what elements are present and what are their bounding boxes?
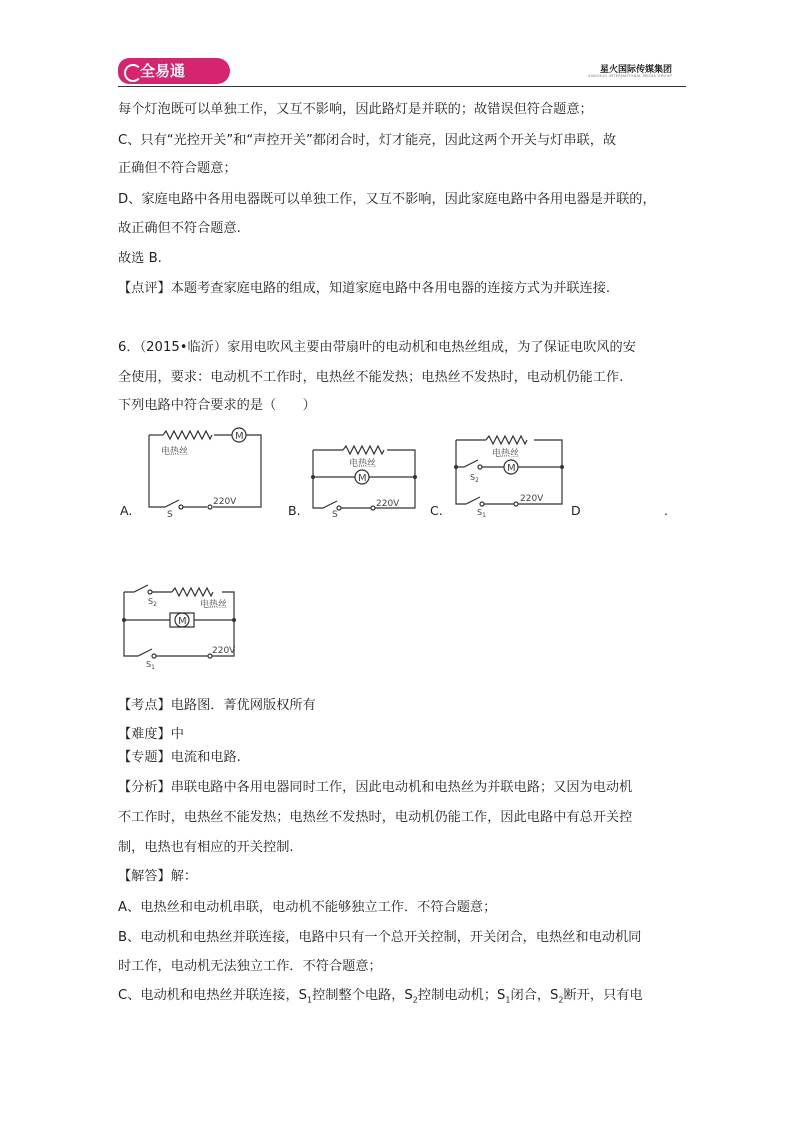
text-line: D、家庭电路中各用电器既可以单独工作，又互不影响，因此家庭电路中各用电器是并联的， [118,192,656,207]
heater-label: 电热丝 [200,600,228,610]
analysis-line: 【分析】串联电路中各用电器同时工作，因此电动机和电热丝为并联电路；又因为电动机 [118,780,633,795]
option-c: C. [430,503,443,518]
review-line: 【点评】本题考查家庭电路的组成，知道家庭电路中各用电器的连接方式为并联连接. [118,281,611,296]
analysis-line: 不工作时，电热丝不能发热；电热丝不发热时，电动机仍能工作，因此电路中有总开关控 [118,810,633,825]
analysis-line: B、电动机和电热丝并联连接，电路中只有一个总开关控制，开关闭合，电热丝和电动机同 [118,930,642,945]
question-line: 下列电路中符合要求的是（ ） [118,398,316,413]
analysis-line: A、电热丝和电动机串联，电动机不能够独立工作．不符合题意； [118,900,497,915]
option-d: D [571,503,581,518]
question-line: 全使用，要求：电动机不工作时，电热丝不能发热；电热丝不发热时，电动机仍能工作. [118,370,624,385]
brand-name: 星火国际传媒集团 [599,65,672,75]
circuit-a [143,422,268,517]
motor-symbol: M [507,463,516,474]
motor-symbol: M [235,431,244,442]
switch2-label: $S_2$ [148,597,157,608]
heater-label: 电热丝 [161,447,189,457]
option-a: A. [120,503,133,518]
option-b: B. [288,503,301,518]
analysis-line: 制，电热也有相应的开关控制. [118,840,294,855]
circuit-b [309,440,419,518]
motor-symbol: M [358,473,367,484]
header-rule [118,86,686,87]
switch2-label: $S_2$ [470,473,479,484]
text-line: 故选 B. [118,251,162,266]
question-line: 6．（2015•临沂）家用电吹风主要由带扇叶的电动机和电热丝组成，为了保证电吹风的安 [118,340,636,355]
analysis-line: 【专题】电流和电路. [118,750,241,765]
analysis-line-last: C、电动机和电热丝并联连接，$S_1$控制整个电路，$S_2$控制电动机；$S_1$闭合，$S_2$断开，只有电 [118,988,643,1005]
analysis-line: 【考点】电路图．菁优网版权所有 [118,698,316,713]
brand-subtitle: XINGHUO INTERNATIONAL MEDIA GROUP [588,74,672,78]
option-d-dot: . [664,503,668,518]
text-line: C、只有“光控开关”和“声控开关”都闭合时，灯才能亮，因此这两个开关与灯串联，故 [118,133,617,148]
text-line: 正确但不符合题意； [118,161,237,176]
heater-label: 电热丝 [492,449,520,459]
logo-swoosh-icon [124,64,142,82]
logo-text: 全易通 [140,62,186,80]
text-line: 故正确但不符合题意. [118,221,241,236]
voltage-label: 220V [376,499,400,509]
motor-symbol: M [178,616,187,627]
circuit-c [452,432,567,518]
analysis-line: 时工作，电动机无法独立工作．不符合题意； [118,959,382,974]
page-header [118,54,686,88]
switch1-label: $S_1$ [146,660,155,670]
switch1-label: $S_1$ [477,508,486,518]
switch-label: S [167,510,173,517]
text-line: 每个灯泡既可以单独工作，又互不影响，因此路灯是并联的；故错误但符合题意； [118,102,593,117]
voltage-label: 220V [212,646,236,656]
switch-label: S [332,510,338,518]
heater-label: 电热丝 [349,459,377,469]
analysis-line: 【解答】解： [118,869,198,884]
voltage-label: 220V [213,497,237,507]
voltage-label: 220V [520,494,544,504]
analysis-line: 【难度】中 [118,727,184,742]
logo [118,58,230,84]
circuit-d [120,580,245,670]
